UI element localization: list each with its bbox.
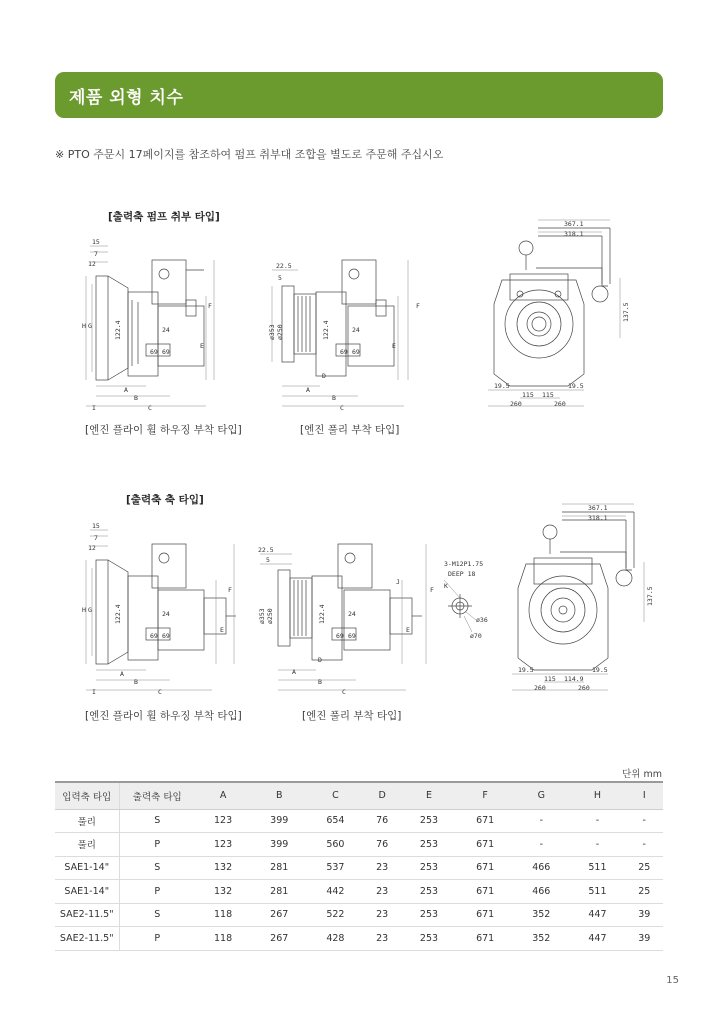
table-row (55, 880, 663, 904)
col-E: E (401, 782, 457, 809)
dim-7-s: 7 (94, 534, 98, 542)
dim-B-s: B (134, 678, 138, 686)
dim-69a-2: 69 (340, 348, 348, 356)
dim-69a: 69 (150, 348, 158, 356)
table-cell: 253 (401, 856, 457, 880)
drawing-front-view-shaft (504, 498, 660, 694)
table-cell: 123 (195, 833, 251, 857)
table-cell: 671 (457, 809, 513, 833)
table-cell: 671 (457, 880, 513, 904)
table-cell: 39 (626, 927, 663, 951)
dim-250-s: ø250 (266, 608, 274, 624)
section1-label: [출력축 펌프 취부 타입] (108, 211, 220, 223)
dim-250: ø250 (276, 324, 284, 340)
table-cell: 352 (513, 903, 569, 927)
col-A: A (195, 782, 251, 809)
dim-36: ø36 (476, 616, 488, 624)
dim-24-2: 24 (352, 326, 360, 334)
table-cell: 132 (195, 856, 251, 880)
dim-260a: 260 (510, 400, 522, 408)
table-cell: 123 (195, 809, 251, 833)
drawing-shaft-end-detail (440, 560, 500, 644)
dim-A-2: A (306, 386, 310, 394)
col-input-type: 입력축 타입 (55, 782, 119, 809)
table-cell: 118 (195, 903, 251, 927)
table-cell: 560 (307, 833, 363, 857)
table-cell: 399 (251, 833, 307, 857)
table-cell: P (119, 880, 195, 904)
table-row (55, 927, 663, 951)
table-cell: SAE2-11.5" (55, 927, 119, 951)
dim-260b: 260 (554, 400, 566, 408)
table-cell: 39 (626, 903, 663, 927)
table-header-row (55, 782, 663, 809)
dim-1224: 122.4 (114, 320, 122, 340)
table-cell: - (626, 833, 663, 857)
col-I: I (626, 782, 663, 809)
order-note: ※ PTO 주문시 17페이지를 참조하여 펌프 취부대 조합을 별도로 주문해 주십시오 (55, 148, 444, 161)
dim-69a-ps: 69 (336, 632, 344, 640)
dim-B: B (134, 394, 138, 402)
table-cell: 253 (401, 809, 457, 833)
table-row (55, 809, 663, 833)
dim-F-2: F (416, 302, 420, 310)
dim-5: 5 (278, 274, 282, 282)
dim-69b-2: 69 (352, 348, 360, 356)
table-cell: 풀리 (55, 809, 119, 833)
table-cell: 511 (569, 856, 625, 880)
table-cell: 118 (195, 927, 251, 951)
dim-24-ps: 24 (348, 610, 356, 618)
table-cell: 267 (251, 927, 307, 951)
table-cell: S (119, 809, 195, 833)
col-output-type: 출력축 타입 (119, 782, 195, 809)
table-cell: 671 (457, 927, 513, 951)
dim-A: A (124, 386, 128, 394)
dim-A-ps: A (292, 668, 296, 676)
dim-tap: 3-M12P1.75 (444, 560, 484, 568)
table-cell: 447 (569, 927, 625, 951)
dim-22-5: 22.5 (276, 262, 292, 270)
dim-E: E (200, 342, 204, 350)
dim-353: ø353 (268, 324, 276, 340)
dim-1224-2: 122.4 (322, 320, 330, 340)
dim-137-5-s: 137.5 (646, 586, 654, 606)
dim-69b-s: 69 (162, 632, 170, 640)
dim-69b: 69 (162, 348, 170, 356)
dim-C-s: C (158, 688, 162, 696)
table-cell: 25 (626, 880, 663, 904)
dim-D-s: D (318, 656, 322, 664)
dim-deep: DEEP 18 (448, 570, 476, 578)
table-cell: S (119, 903, 195, 927)
table-cell: 428 (307, 927, 363, 951)
drawing-pulley-pump (268, 236, 428, 414)
table-cell: 76 (363, 809, 400, 833)
table-cell: 267 (251, 903, 307, 927)
dim-19-5a-s: 19.5 (518, 666, 534, 674)
table-cell: 537 (307, 856, 363, 880)
drawing-front-view-pump (480, 214, 636, 410)
table-cell: - (513, 809, 569, 833)
caption-pulley-pump: [엔진 풀리 부착 타입] (300, 424, 400, 436)
table-cell: 671 (457, 856, 513, 880)
dim-5-s: 5 (266, 556, 270, 564)
dim-260a-s: 260 (534, 684, 546, 692)
drawing-pulley-shaft (256, 520, 436, 698)
page-title: 제품 외형 치수 (69, 87, 184, 108)
dim-F-s: F (228, 586, 232, 594)
dim-C-ps: C (342, 688, 346, 696)
dim-19-5b-s: 19.5 (592, 666, 608, 674)
dim-115b: 115 (542, 391, 554, 399)
table-cell: 132 (195, 880, 251, 904)
dim-B-2: B (332, 394, 336, 402)
table-cell: 253 (401, 903, 457, 927)
dim-19-5b: 19.5 (568, 382, 584, 390)
table-cell: 399 (251, 809, 307, 833)
dim-318-1: 318.1 (564, 230, 584, 238)
table-cell: 23 (363, 856, 400, 880)
unit-label: 단위 mm (622, 769, 662, 780)
section2-label: [출력축 축 타입] (126, 494, 204, 506)
table-row (55, 833, 663, 857)
dim-318-1-s: 318.1 (588, 514, 608, 522)
col-C: C (307, 782, 363, 809)
caption-flywheel-shaft: [엔진 플라이 휠 하우징 부착 타입] (85, 710, 242, 722)
table-cell: 466 (513, 856, 569, 880)
dim-12: 12 (88, 260, 96, 268)
dim-G: G (88, 322, 92, 330)
table-cell: 253 (401, 927, 457, 951)
table-cell: 281 (251, 880, 307, 904)
dim-19-5a: 19.5 (494, 382, 510, 390)
table-cell: 25 (626, 856, 663, 880)
dim-F: F (208, 302, 212, 310)
table-cell: 522 (307, 903, 363, 927)
table-cell: SAE1-14" (55, 856, 119, 880)
dim-F-ps: F (430, 586, 434, 594)
table-cell: 253 (401, 880, 457, 904)
table-cell: 76 (363, 833, 400, 857)
table-cell: SAE2-11.5" (55, 903, 119, 927)
col-D: D (363, 782, 400, 809)
dim-C: C (148, 404, 152, 412)
table-cell: 466 (513, 880, 569, 904)
dim-1224-ps: 122.4 (318, 604, 326, 624)
table-cell: 23 (363, 903, 400, 927)
table-cell: 352 (513, 927, 569, 951)
table-cell: 23 (363, 880, 400, 904)
table-cell: P (119, 833, 195, 857)
dim-22-5-s: 22.5 (258, 546, 274, 554)
dim-69b-ps: 69 (348, 632, 356, 640)
col-G: G (513, 782, 569, 809)
dim-E-ps: E (406, 626, 410, 634)
dim-H: H (82, 322, 86, 330)
table-cell: S (119, 856, 195, 880)
dim-H-s: H (82, 606, 86, 614)
dim-70: ø70 (470, 632, 482, 640)
dim-K: K (444, 582, 448, 590)
table-cell: 253 (401, 833, 457, 857)
dim-137-5: 137.5 (622, 302, 630, 322)
drawing-flywheel-shaft (82, 520, 242, 698)
dim-G-s: G (88, 606, 92, 614)
dim-24-s: 24 (162, 610, 170, 618)
col-F: F (457, 782, 513, 809)
table-cell: 281 (251, 856, 307, 880)
dim-A-s: A (120, 670, 124, 678)
table-cell: 671 (457, 833, 513, 857)
caption-pulley-shaft: [엔진 풀리 부착 타입] (302, 710, 402, 722)
table-cell: 23 (363, 927, 400, 951)
table-row (55, 856, 663, 880)
col-B: B (251, 782, 307, 809)
dim-J: J (396, 578, 400, 586)
dim-69a-s: 69 (150, 632, 158, 640)
table-cell: 447 (569, 903, 625, 927)
dim-114-9: 114.9 (564, 675, 584, 683)
dimension-table (55, 781, 663, 951)
table-row (55, 903, 663, 927)
dim-I: I (92, 404, 96, 412)
dim-I-s: I (92, 688, 96, 696)
dim-E-2: E (392, 342, 396, 350)
dim-D: D (322, 372, 326, 380)
table-cell: P (119, 927, 195, 951)
dim-367-1: 367.1 (564, 220, 584, 228)
table-cell: 671 (457, 903, 513, 927)
dim-24: 24 (162, 326, 170, 334)
dim-15-s: 15 (92, 522, 100, 530)
dim-367-1-s: 367.1 (588, 504, 608, 512)
caption-flywheel-pump: [엔진 플라이 휠 하우징 부착 타입] (85, 424, 242, 436)
col-H: H (569, 782, 625, 809)
table-cell: - (569, 833, 625, 857)
dim-7: 7 (94, 250, 98, 258)
dim-E-s: E (220, 626, 224, 634)
table-cell: 442 (307, 880, 363, 904)
dim-353-s: ø353 (258, 608, 266, 624)
table-cell: SAE1-14" (55, 880, 119, 904)
table-cell: 511 (569, 880, 625, 904)
table-cell: - (569, 809, 625, 833)
drawing-flywheel-pump (82, 236, 222, 414)
table-cell: - (513, 833, 569, 857)
dim-15: 15 (92, 238, 100, 246)
table-cell: 풀리 (55, 833, 119, 857)
table-cell: - (626, 809, 663, 833)
dim-B-ps: B (318, 678, 322, 686)
dim-12-s: 12 (88, 544, 96, 552)
table-cell: 654 (307, 809, 363, 833)
section-title-bar (55, 72, 663, 118)
dim-1224-s: 122.4 (114, 604, 122, 624)
dim-115a: 115 (522, 391, 534, 399)
page-number: 15 (666, 975, 679, 986)
dim-115-s: 115 (544, 675, 556, 683)
dim-260b-s: 260 (578, 684, 590, 692)
dim-C-2: C (340, 404, 344, 412)
